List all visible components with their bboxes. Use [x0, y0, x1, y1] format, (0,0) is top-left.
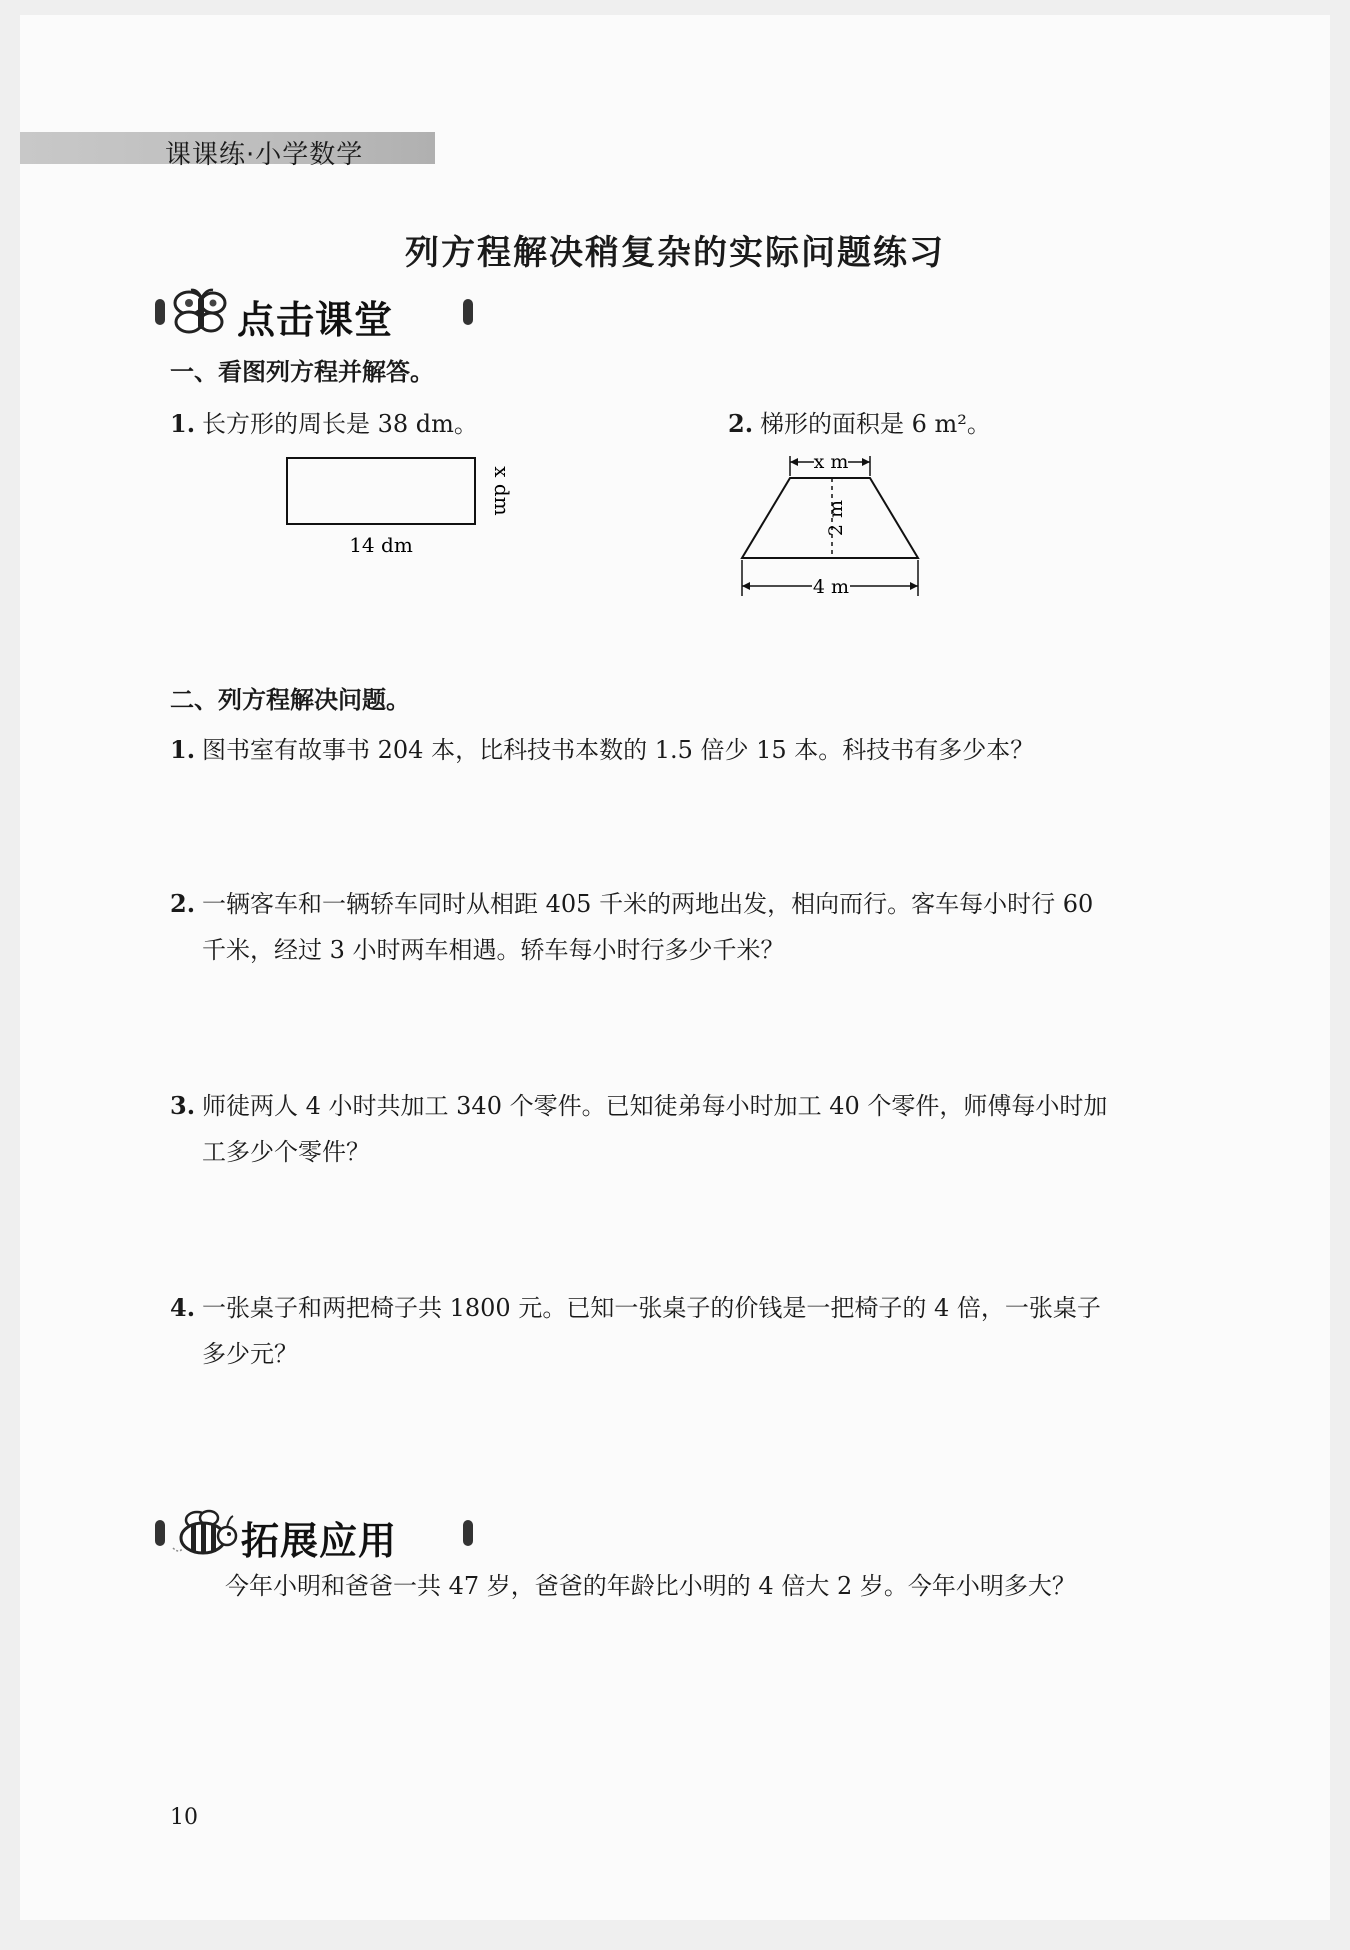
worksheet-page	[20, 15, 1330, 1920]
section-badge-classroom	[155, 287, 485, 342]
question-text-line1: 一张桌子和两把椅子共 1800 元。已知一张桌子的价钱是一把椅子的 4 倍，一张桌子	[202, 1294, 1101, 1322]
header-text: 课课练·小学数学	[165, 140, 364, 170]
badge-right-cap	[463, 1520, 473, 1546]
question-number: 1.	[170, 409, 196, 438]
rect-side-label: x dm	[490, 466, 514, 516]
section-badge-extension	[155, 1508, 485, 1563]
rect-bottom-label: 14 dm	[349, 533, 413, 557]
question-number: 2.	[728, 409, 754, 438]
question-text: 长方形的周长是 38 dm。	[202, 410, 478, 438]
question-text: 梯形的面积是 6 m²。	[760, 410, 991, 438]
badge-right-cap	[463, 299, 473, 325]
question-number: 2.	[170, 889, 196, 918]
page-title: 列方程解决稍复杂的实际问题练习	[405, 233, 945, 273]
part2-question-3	[170, 1083, 1107, 1175]
part2-question-1	[170, 727, 1034, 773]
butterfly-icon	[169, 287, 235, 337]
part2-question-2	[170, 881, 1093, 973]
question-text-line2: 千米，经过 3 小时两车相遇。轿车每小时行多少千米？	[202, 936, 785, 964]
extension-question: 今年小明和爸爸一共 47 岁，爸爸的年龄比小明的 4 倍大 2 岁。今年小明多大？	[225, 1572, 1076, 1600]
question-text: 图书室有故事书 204 本，比科技书本数的 1.5 倍少 15 本。科技书有多少本？	[202, 736, 1035, 764]
trapezoid-figure	[738, 448, 948, 598]
part2-heading: 二、列方程解决问题。	[170, 686, 410, 714]
trap-height-label: 2 m	[825, 499, 847, 537]
rectangle-shape	[287, 458, 475, 524]
question-number: 3.	[170, 1091, 196, 1120]
badge-left-cap	[155, 299, 165, 325]
part1-question-1	[170, 401, 478, 447]
badge-left-cap	[155, 1520, 165, 1546]
trap-top-label: x m	[813, 451, 849, 473]
part1-heading: 一、看图列方程并解答。	[170, 358, 434, 386]
question-text-line1: 一辆客车和一辆轿车同时从相距 405 千米的两地出发，相向而行。客车每小时行 60	[202, 890, 1094, 918]
question-text-line2: 工多少个零件？	[202, 1138, 370, 1166]
page-number: 10	[170, 1805, 198, 1830]
bee-icon	[169, 1508, 239, 1558]
part1-question-2	[728, 401, 991, 447]
question-text-line1: 师徒两人 4 小时共加工 340 个零件。已知徒弟每小时加工 40 个零件，师傅每小时加	[202, 1092, 1108, 1120]
question-number: 4.	[170, 1293, 196, 1322]
badge-label: 拓展应用	[241, 1519, 398, 1563]
question-text-line2: 多少元？	[202, 1340, 298, 1368]
rectangle-figure	[275, 452, 515, 562]
trap-bottom-label: 4 m	[812, 576, 850, 598]
part2-question-4	[170, 1285, 1101, 1377]
question-number: 1.	[170, 735, 196, 764]
badge-label: 点击课堂	[237, 298, 394, 342]
